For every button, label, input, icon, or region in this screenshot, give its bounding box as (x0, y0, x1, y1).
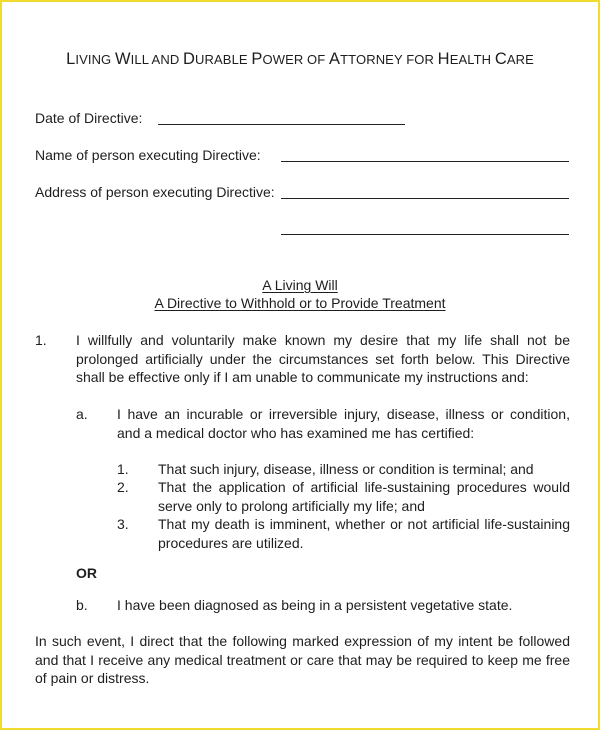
date-of-directive-line[interactable] (158, 124, 405, 125)
title-part: CARE (494, 50, 534, 68)
sub-item-2-number: 2. (117, 479, 129, 495)
item-1-number: 1. (35, 332, 47, 348)
address-of-person-label: Address of person executing Directive: (35, 184, 275, 200)
title-part: LIVING (66, 50, 115, 68)
sub-item-3-text: That my death is imminent, whether or not artificial life-sustaining procedures are utilized. (158, 516, 570, 551)
document-title (2, 50, 598, 70)
title-part: ATTORNEY FOR (329, 50, 438, 68)
sub-item-2-text: That the application of artificial life-sustaining procedures would serve only to prolong artificially my life; and (158, 479, 570, 514)
title-part: POWER OF (251, 50, 330, 68)
title-part: WILL AND (114, 50, 184, 68)
date-of-directive-label: Date of Directive: (35, 110, 143, 126)
sub-item-3-number: 3. (117, 516, 129, 532)
section-heading: A Living Will (262, 277, 338, 293)
sub-item-1-text: That such injury, disease, illness or condition is terminal; and (158, 461, 534, 477)
title-part: DURABLE (183, 50, 252, 68)
item-a-letter: a. (76, 406, 88, 422)
item-b-letter: b. (76, 597, 88, 613)
item-b-text: I have been diagnosed as being in a persistent vegetative state. (117, 597, 513, 613)
closing-paragraph: In such event, I direct that the following marked expression of my intent be followed and that I receive any medical treatment or care that may be required to keep me free of pain or distress. (35, 633, 570, 686)
item-1-text: I willfully and voluntarily make known my desire that my life shall not be prolonged artificially under the circumstances set forth below. This Directive shall be effective only if I am unable to communicate my instructions and: (76, 332, 570, 385)
name-of-person-line[interactable] (281, 161, 569, 162)
section-subheading: A Directive to Withhold or to Provide Treatment (154, 295, 446, 311)
or-label: OR (76, 565, 97, 581)
sub-item-1-number: 1. (117, 461, 129, 477)
title-part: HEALTH (437, 50, 495, 68)
item-a-text: I have an incurable or irreversible injury, disease, illness or condition, and a medical doctor who has examined me has certified: (117, 406, 570, 441)
address-line-1[interactable] (281, 198, 569, 199)
name-of-person-label: Name of person executing Directive: (35, 147, 261, 163)
address-line-2[interactable] (281, 234, 569, 235)
